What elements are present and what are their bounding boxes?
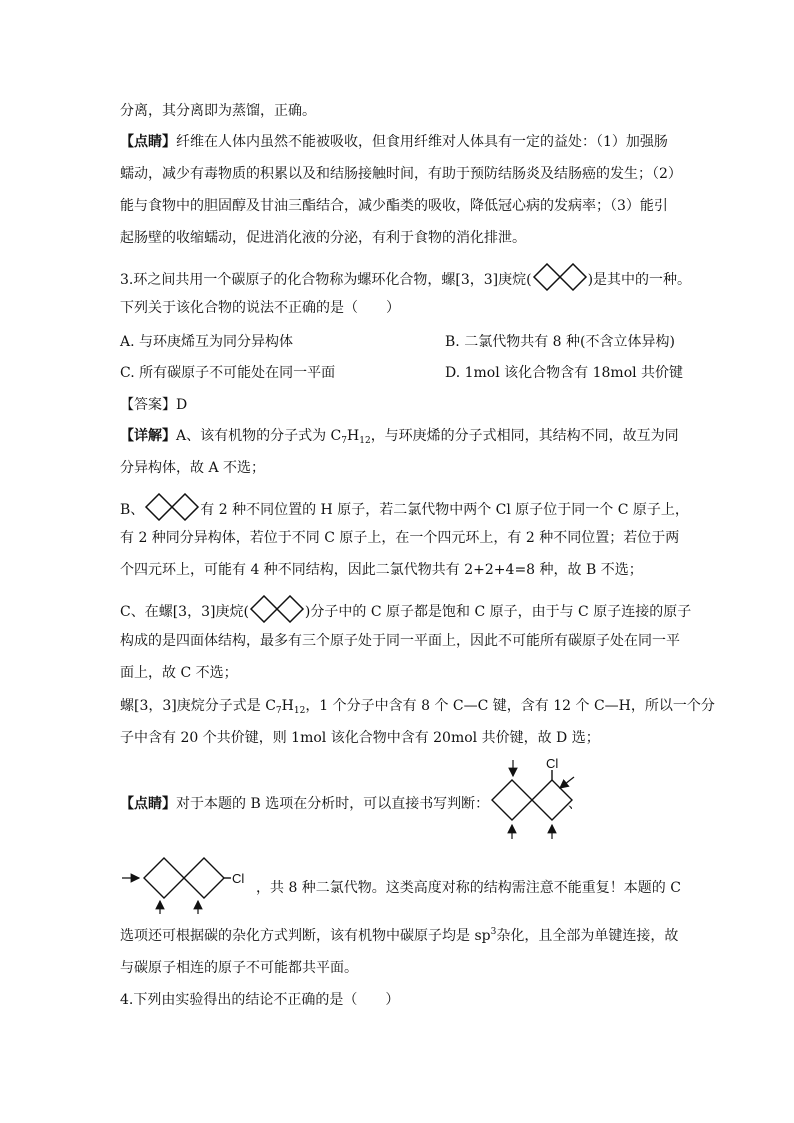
text-span: B、 [120, 502, 145, 518]
question-4-stem: 4.下列由实验得出的结论不正确的是（ ） [120, 992, 400, 1008]
option-c: C. 所有碳原子不可能处在同一平面 [120, 365, 336, 381]
text-line: 下列关于该化合物的说法不正确的是（ ） [120, 300, 400, 316]
text-span: 有 2 种不同位置的 H 原子，若二氯代物中两个 Cl 原子位于同一个 C 原子上， [200, 502, 689, 518]
explanation-line [120, 595, 691, 623]
text-span: 杂化，且全部为单键连接，故 [496, 928, 679, 944]
text-line: 分离，其分离即为蒸馏，正确。 [120, 103, 316, 119]
subscript: 12 [293, 706, 306, 716]
option-d: D. 1mol 该化合物含有 18mol 共价键 [445, 365, 684, 381]
question-3-stem [120, 263, 691, 291]
text-line: 与碳原子相连的原子不可能都共平面。 [120, 960, 358, 976]
subscript: 7 [341, 436, 348, 446]
text-line: 个四元环上，可能有 4 种不同结构，因此二氯代物共有 2+2+4=8 种，故 B 不选； [120, 562, 643, 578]
text-line: 起肠壁的收缩蠕动，促进消化液的分泌，有利于食物的消化排泄。 [120, 230, 526, 246]
text-span: 3.环之间共用一个碳原子的化合物称为螺环化合物，螺[3，3]庚烷( [120, 272, 532, 288]
section-tag: 【详解】 [120, 428, 176, 444]
text-span: )分子中的 C 原子都是饱和 C 原子，由于与 C 原子连接的原子 [304, 604, 692, 620]
answer-line: 【答案】D [120, 397, 188, 413]
text-line: 有 2 种同分异构体，若位于不同 C 原子上，在一个四元环上，有 2 种不同位置；若位于两 [120, 530, 680, 546]
text-span: ，1 个分子中含有 8 个 C—C 键，含有 12 个 C—H，所以一个分 [305, 698, 715, 714]
chlorine-label: Cl [232, 871, 245, 886]
dichloro-figure-1 [484, 755, 574, 847]
text-span: 对于本题的 B 选项在分析时，可以直接书写判断： [176, 796, 490, 812]
text-span: H [347, 428, 360, 444]
option-b: B. 二氯代物共有 8 种(不含立体异构) [445, 334, 675, 350]
chlorine-label: Cl [546, 756, 559, 771]
section-tag: 【点睛】 [120, 134, 176, 150]
text-span: 纤维在人体内虽然不能被吸收，但食用纤维对人体具有一定的益处：（1）加强肠 [176, 134, 668, 150]
text-line: 子中含有 20 个共价键，则 1mol 该化合物中含有 20mol 共价键，故 D 选； [120, 730, 600, 746]
text-span: )是其中的一种。 [587, 272, 692, 288]
text-span: 选项还可根据碳的杂化方式判断，该有机物中碳原子均是 sp [120, 928, 491, 944]
text-line: 面上，故 C 不选； [120, 665, 238, 681]
note-line: ，共 8 种二氯代物。这类高度对称的结构需注意不能重复！本题的 C [256, 880, 681, 896]
subscript: 7 [275, 706, 282, 716]
section-tag: 【点睛】 [120, 796, 176, 812]
spiroheptane-structure [144, 493, 200, 521]
subscript: 12 [359, 436, 371, 446]
text-span: H [281, 698, 294, 714]
text-line: 分异构体，故 A 不选； [120, 460, 266, 476]
text-line: 蠕动，减少有毒物质的积累以及和结肠接触时间，有助于预防结肠炎及结肠癌的发生；（2） [120, 166, 682, 182]
text-span: ，与环庚烯的分子式相同，其结构不同，故互为同 [370, 428, 679, 444]
spiroheptane-structure [532, 263, 588, 291]
text-span: A、该有机物的分子式为 C [176, 428, 342, 444]
text-line [120, 132, 668, 152]
text-line: 能与食物中的胆固醇及甘油三酯结合，减少酯类的吸收，降低冠心病的发病率；（3）能引 [120, 198, 668, 214]
text-line: 构成的是四面体结构，最多有三个原子处于同一平面上，因此不可能所有碳原子处在同一平 [120, 633, 680, 649]
text-span: C、在螺[3，3]庚烷( [120, 604, 249, 620]
separator-comma: 、 [568, 796, 582, 812]
note-line [120, 926, 678, 946]
dichloro-figure-2 [118, 850, 250, 916]
explanation-line [120, 696, 715, 716]
option-a: A. 与环庚烯互为同分异构体 [120, 334, 294, 350]
note-line [120, 794, 489, 814]
spiroheptane-structure [249, 595, 305, 623]
superscript: 3 [490, 927, 497, 937]
explanation-line [120, 426, 679, 446]
explanation-line [120, 493, 689, 521]
text-span: 螺[3，3]庚烷分子式是 C [120, 698, 276, 714]
